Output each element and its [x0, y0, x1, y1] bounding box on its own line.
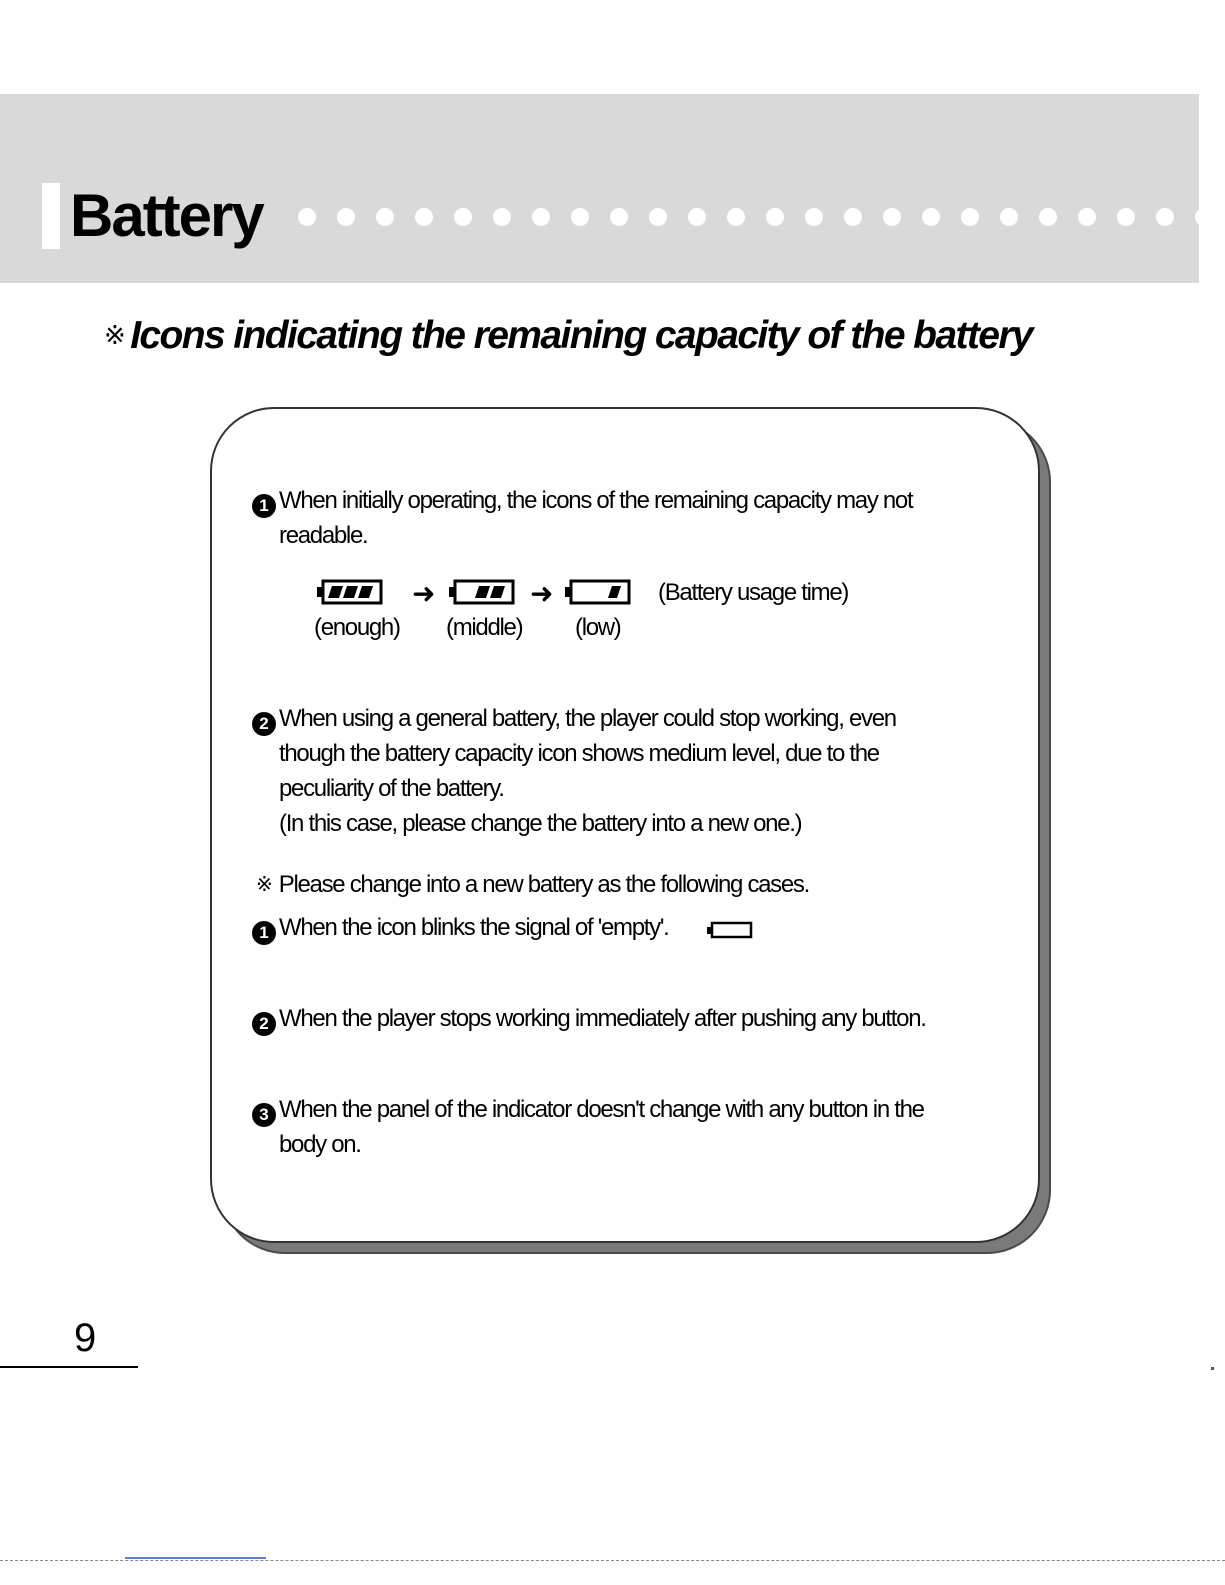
header-dot: [844, 208, 862, 226]
header-dot: [571, 208, 589, 226]
number-badge-1: 1: [252, 921, 276, 945]
number-badge-1: 1: [252, 494, 276, 518]
header-dot: [1000, 208, 1018, 226]
header-dot: [883, 208, 901, 226]
header-dot: [1078, 208, 1096, 226]
header-dot: [610, 208, 628, 226]
item2-line4: (In this case, please change the battery into a new one.): [279, 810, 802, 837]
battery-usage-time-label: (Battery usage time): [658, 579, 849, 606]
reference-mark: ※: [256, 874, 273, 896]
arrow-icon: ➜: [412, 578, 436, 609]
header-dot: [415, 208, 433, 226]
header-dot: [1117, 208, 1135, 226]
header-dot: [1156, 208, 1174, 226]
item2-line1: [252, 701, 896, 736]
battery-empty-icon: [707, 921, 753, 939]
bottom-dashed-line: [0, 1560, 1225, 1561]
header-dot: [376, 208, 394, 226]
item2-line2: though the battery capacity icon shows medium level, due to the: [279, 740, 879, 767]
number-badge-2: 2: [252, 712, 276, 736]
case1: [252, 910, 669, 945]
header-divider: [1199, 94, 1201, 283]
case3-line1: [252, 1092, 924, 1127]
battery-full-icon: [317, 579, 383, 605]
battery-middle-icon: [449, 579, 515, 605]
level-label-middle: (middle): [446, 614, 523, 641]
item2-text: When using a general battery, the player could stop working, even: [279, 705, 896, 732]
header-dot: [688, 208, 706, 226]
number-badge-2: 2: [252, 1012, 276, 1036]
page-number-underline: [0, 1366, 138, 1368]
section-subtitle: [104, 308, 1032, 363]
subtitle-text: Icons indicating the remaining capacity of the battery: [130, 314, 1032, 357]
number-badge-3: 3: [252, 1103, 276, 1127]
header-dot: [1195, 208, 1200, 226]
header-dot: [649, 208, 667, 226]
case2: [252, 1001, 926, 1036]
header-dot: [805, 208, 823, 226]
title-accent-bar: [42, 183, 60, 249]
header-dot: [337, 208, 355, 226]
edge-mark: [1211, 1367, 1214, 1370]
header-dot: [922, 208, 940, 226]
case1-text: When the icon blinks the signal of 'empty'.: [279, 914, 669, 941]
header-dot: [532, 208, 550, 226]
item1-text: When initially operating, the icons of the remaining capacity may not: [279, 487, 913, 514]
arrow-icon: ➜: [530, 578, 554, 609]
header-dot: [766, 208, 784, 226]
item2-line3: peculiarity of the battery.: [279, 775, 504, 802]
item1-line1: [252, 483, 912, 518]
header-dot: [1039, 208, 1057, 226]
header-dot: [298, 208, 316, 226]
reference-mark: ※: [104, 320, 125, 350]
battery-low-icon: [565, 579, 631, 605]
level-label-low: (low): [575, 614, 621, 641]
page-title: Battery: [70, 182, 263, 249]
level-label-enough: (enough): [314, 614, 400, 641]
header-dot: [727, 208, 745, 226]
replace-note: [256, 867, 809, 903]
case3-text: When the panel of the indicator doesn't change with any button in the: [279, 1096, 924, 1123]
header-dot: [454, 208, 472, 226]
replace-note-text: Please change into a new battery as the following cases.: [278, 871, 810, 898]
case2-text: When the player stops working immediately after pushing any button.: [279, 1005, 926, 1032]
header-dot: [493, 208, 511, 226]
bottom-accent-line: [125, 1557, 266, 1559]
page-number: 9: [74, 1316, 97, 1360]
header-dot-row: [298, 208, 1200, 230]
case3-line2: body on.: [279, 1131, 361, 1158]
header-dot: [961, 208, 979, 226]
item1-line2: readable.: [279, 522, 368, 549]
